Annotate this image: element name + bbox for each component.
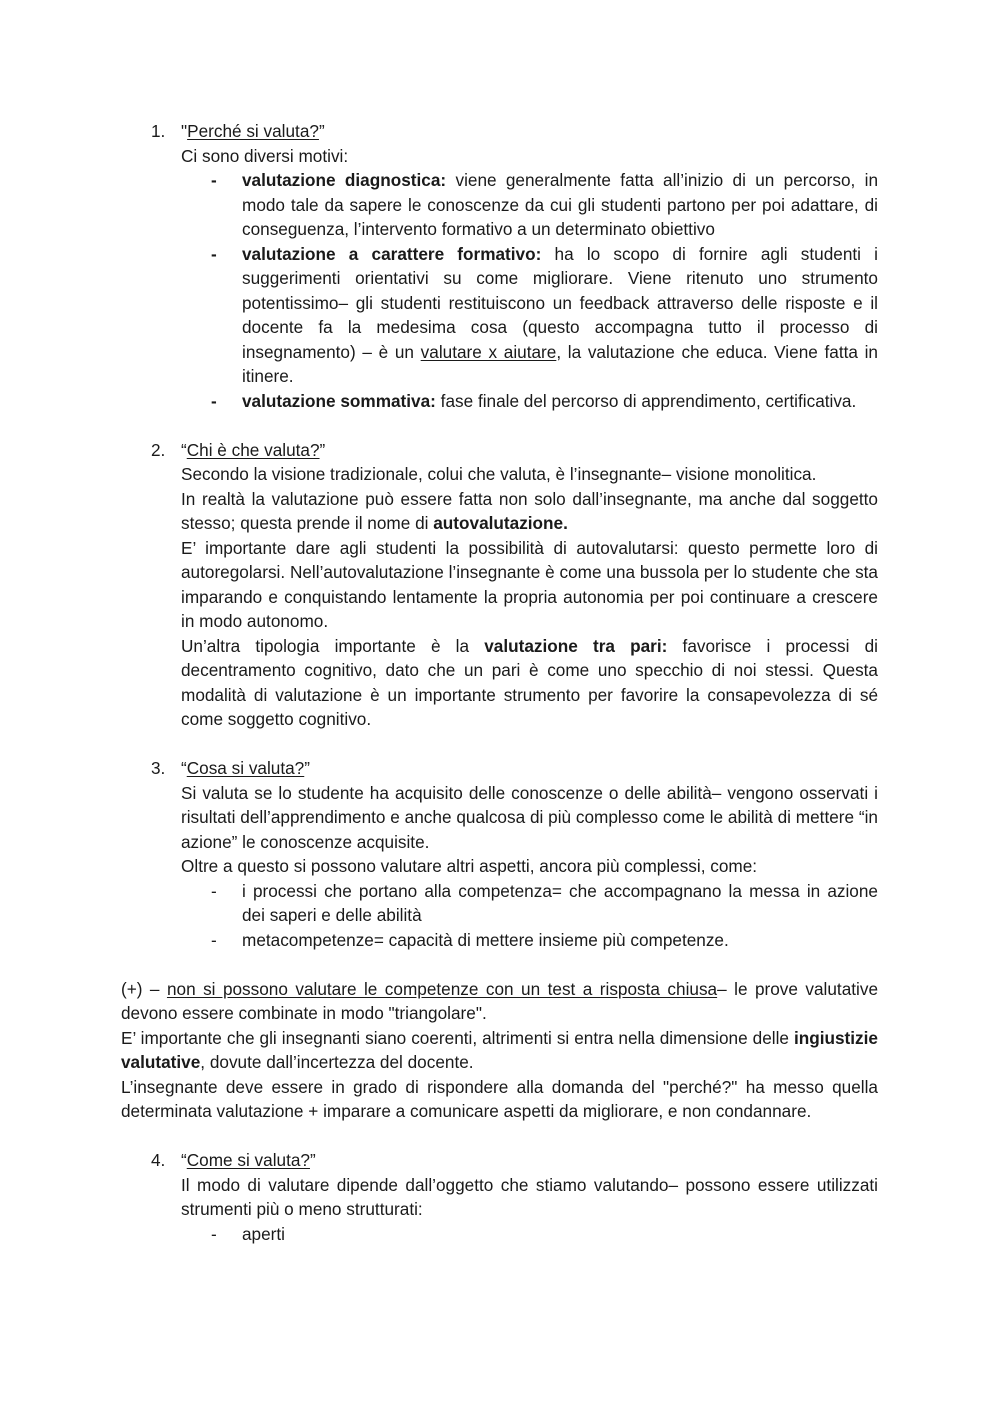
spacer [121,952,878,977]
paragraph: In realtà la valutazione può essere fatta non solo dall’insegnante, ma anche dal soggetto stesso; questa prende il nome di autovalutazione. [181,488,878,533]
section-4 [121,1148,878,1246]
bullet-dash: - [211,243,217,264]
list-item: - valutazione sommativa: fase finale del percorso di apprendimento, certificativa. [181,389,878,414]
section-question: "Perché si valuta?” [181,121,325,141]
section-number: 4. [151,1150,166,1170]
paragraph: Un’altra tipologia importante è la valutazione tra pari: favorisce i processi di decentramento cognitivo, dato che un pari è come uno specchio di noi stessi. Questa modalità di valutazione è un importante strumento per favorire la consapevolezza di sé come soggetto cognitivo. [181,635,878,729]
question-text: Chi è che valuta? [186,439,320,460]
section-number: 2. [151,439,166,460]
bullet-dash: - [211,929,217,950]
section-question: “Come si valuta?” [181,1150,316,1170]
section-3 [121,756,878,952]
document-page [121,119,878,1246]
paragraph: Si valuta se lo studente ha acquisito delle conoscenze o delle abilità– vengono osservati i risultati dell’apprendimento e anche qualcosa di più complesso come le abilità di mettere “in azione” le conoscenze acquisite. [181,782,878,852]
bullet-list [181,168,878,413]
question-text: Perché si valuta? [187,121,319,141]
spacer [121,732,878,757]
bullet-list [181,1222,878,1247]
paragraph: E’ importante che gli insegnanti siano coerenti, altrimenti si entra nella dimensione delle ingiustizie valutative, dovute dall’incertezza del docente. [121,1027,878,1072]
spacer [121,1124,878,1149]
bullet-dash: - [211,170,217,190]
spacer [121,413,878,438]
bullet-dash: - [211,880,217,901]
list-item: - metacompetenze= capacità di mettere insieme più competenze. [181,928,878,953]
note-block [121,977,878,1124]
section-number: 1. [151,121,166,141]
section-number: 3. [151,758,166,778]
question-text: Come si valuta? [186,1150,310,1170]
list-item: - valutazione a carattere formativo: ha lo scopo di fornire agli studenti i suggerimenti orientativi su come migliorare. Viene ritenuto uno strumento potentissimo– gli studenti restituiscono un feedback attraverso delle risposte e il docente fa la medesima cosa (questo accompagna tutto il processo di insegnamento) – è un valutare x aiutare, la valutazione che educa. Viene fatta in itinere. [211,243,878,386]
paragraph: (+) – non si possono valutare le competenze con un test a risposta chiusa– le prove valutative devono essere combinate in modo "triangolare". [121,978,879,1023]
list-item: - i processi che portano alla competenza= che accompagnano la messa in azione dei saperi e delle abilità [211,880,878,925]
section-question: “Cosa si valuta?” [181,758,310,778]
paragraph: L’insegnante deve essere in grado di rispondere alla domanda del "perché?" ha messo quella determinata valutazione + imparare a comunicare aspetti da migliorare, e non condannare. [121,1076,878,1121]
bullet-list [181,879,878,953]
paragraph: Oltre a questo si possono valutare altri aspetti, ancora più complessi, come: [181,856,758,876]
bullet-dash: - [211,1223,217,1244]
question-text: Cosa si valuta? [186,758,305,778]
paragraph: E’ importante dare agli studenti la possibilità di autovalutarsi: questo permette loro di autoregolarsi. Nell’autovalutazione l’insegnante è come una bussola per lo studente che sta imparando e conquistando lentamente la propria autonomia per poi continuare a crescere in modo autonomo. [181,537,878,631]
paragraph: Secondo la visione tradizionale, colui che valuta, è l’insegnante– visione monolitica. [181,464,817,484]
section-question: “Chi è che valuta?” [181,439,326,460]
bullet-dash: - [211,390,217,411]
list-item: - aperti [181,1222,878,1247]
section-intro: Ci sono diversi motivi: [181,145,349,166]
paragraph: Il modo di valutare dipende dall’oggetto che stiamo valutando– possono essere utilizzati strumenti più o meno strutturati: [181,1174,878,1219]
list-item: - valutazione diagnostica: viene generalmente fatta all’inizio di un percorso, in modo tale da sapere le conoscenze da cui gli studenti partono per poi adattare, di conseguenza, l’intervento formativo a un determinato obiettivo [211,170,879,239]
section-2 [121,438,878,732]
section-1 [121,119,878,413]
